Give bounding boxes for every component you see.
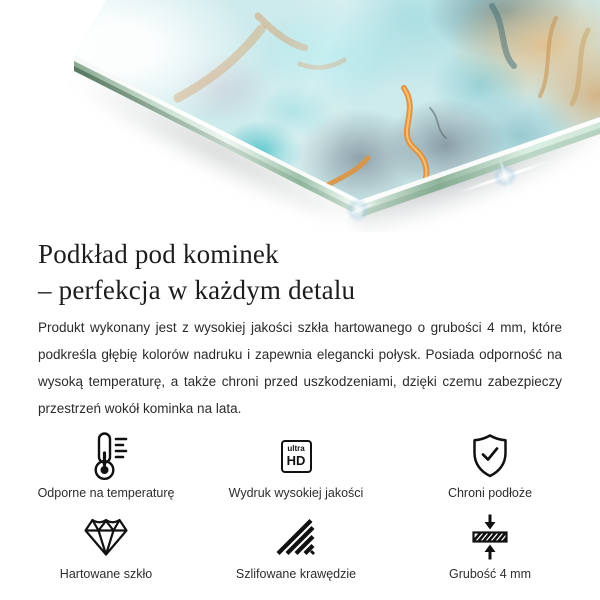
thermometer-icon: [83, 431, 129, 481]
feature-label: Szlifowane krawędzie: [235, 567, 357, 581]
product-description-section: [0, 236, 600, 581]
title-line-1: Podkład pod kominek: [38, 239, 279, 269]
feature-protects-floor: [418, 429, 562, 500]
diamond-icon: [83, 517, 129, 557]
feature-label: Chroni podłoże: [447, 486, 533, 500]
ultra-hd-text-top: ultra: [287, 444, 305, 453]
features-grid: [38, 429, 562, 581]
title-line-2: – perfekcja w każdym detalu: [38, 275, 356, 305]
polished-edges-icon: [275, 517, 317, 557]
feature-tempered-glass: [38, 510, 174, 581]
feature-label: Odporne na temperaturę: [37, 486, 175, 500]
shield-check-icon: [471, 433, 509, 479]
feature-label: Hartowane szkło: [59, 567, 153, 581]
feature-print-quality: [174, 429, 418, 500]
feature-temperature-resistant: [38, 429, 174, 500]
feature-label: Grubość 4 mm: [449, 567, 531, 581]
thickness-icon: [470, 513, 510, 561]
ultra-hd-text-bottom: HD: [286, 453, 306, 468]
page-title: [38, 236, 562, 308]
feature-thickness: [418, 510, 562, 581]
product-photo: [0, 0, 600, 232]
product-description: Produkt wykonany jest z wysokiej jakości szkła hartowanego o grubości 4 mm, które podkreśla głębię kolorów nadruku i zapewnia elegancki połysk. Posiada odporność na wysoką temperaturę, a także chroni przed uszkodzeniami, dzięki czemu zabezpieczy przestrzeń wokół kominka na lata.: [38, 320, 562, 416]
ultra-hd-icon: [281, 440, 312, 473]
feature-polished-edges: [174, 510, 418, 581]
feature-label: Wydruk wysokiej jakości: [228, 486, 364, 500]
